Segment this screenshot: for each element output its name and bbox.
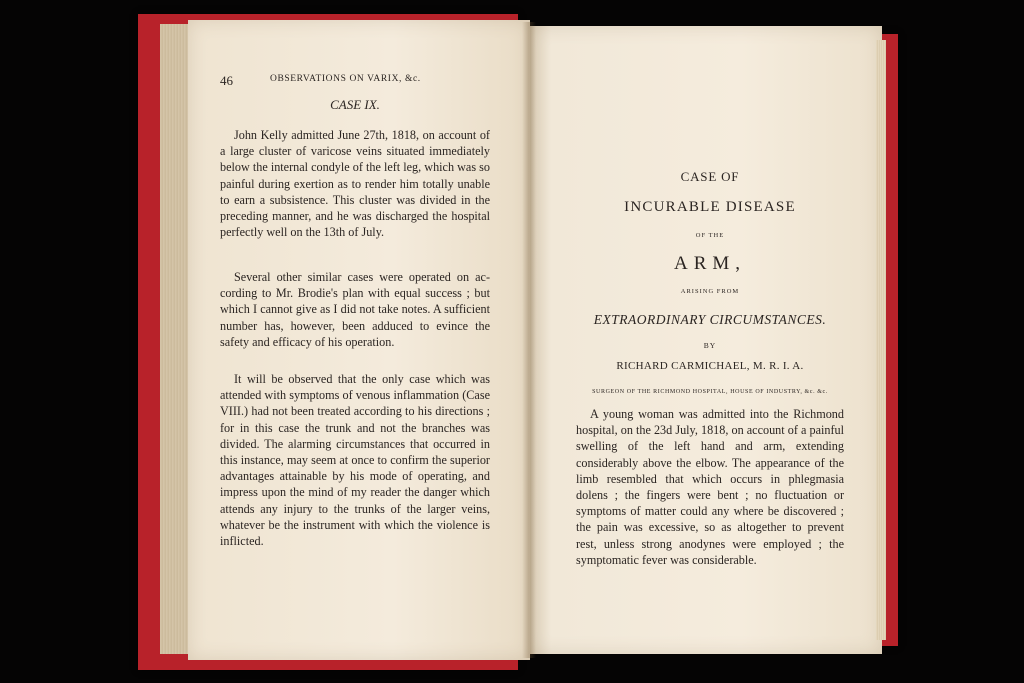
by-line: BY xyxy=(703,341,717,350)
title-case-of: CASE OF xyxy=(680,169,740,184)
paragraph-1: John Kelly admitted June 27th, 1818, on account of a large cluster of varicose veins situated immediately below the internal condyle of the left leg, which was so painful during exertion as to render him totally unable to earn a subsistence. This cluster was divided in the preceding manner, and he was discharged the hospital perfectly well on the 13th of July. xyxy=(220,128,490,240)
paragraph-right: A young woman was admitted into the Richmond hospital, on the 23d July, 1818, on account of a painful swelling of the left hand and arm, extending considerably above the elbow. The appearance of the limb resembled that which occurs in phlegmasia dolens ; the fingers were bent ; no fluctuation or symptoms of matter could any where be discovered ; the pain was excessive, so as altogether to prevent rest, unless strong anodynes were employed ; the symptomatic fever was considerable. xyxy=(576,407,844,567)
book-gutter xyxy=(522,22,536,658)
title-arm: ARM, xyxy=(673,253,747,274)
title-of-the: OF THE xyxy=(695,232,725,239)
paragraph-3: It will be observed that the only case which was attended with symptoms of venous inflammation (Case VIII.) had not been treated according to his directions ; for in this case the trunk and not the branches was divided. The alarming circumstances that occurred in this instance, may seem at once to confirm the superior advantages attainable by his mode of operating, and impress upon the mind of my reader the danger which attends any injury to the trunks of the larger veins, whatever be the instrument with which the violence is inflicted. xyxy=(220,372,490,549)
author-name: RICHARD CARMICHAEL, M. R. I. A. xyxy=(616,360,804,372)
paragraph-2: Several other similar cases were operated on according to Mr. Brodie's plan with equal success ; but which I cannot give as I did not take notes. A sufficient number has, however, been adduced to evince the safety and efficacy of his operation. xyxy=(220,270,490,349)
page-number: 46 xyxy=(220,73,233,88)
title-extraordinary-circumstances: EXTRAORDINARY CIRCUMSTANCES. xyxy=(593,312,827,327)
page-edges-right xyxy=(876,40,886,640)
title-incurable-disease: INCURABLE DISEASE xyxy=(624,199,796,215)
title-arising-from: ARISING FROM xyxy=(680,288,740,295)
author-title: SURGEON OF THE RICHMOND HOSPITAL, HOUSE OF INDUSTRY, &c. &c. xyxy=(592,389,828,395)
running-head: OBSERVATIONS ON VARIX, &c. xyxy=(270,74,421,84)
case-title: CASE IX. xyxy=(330,97,380,112)
